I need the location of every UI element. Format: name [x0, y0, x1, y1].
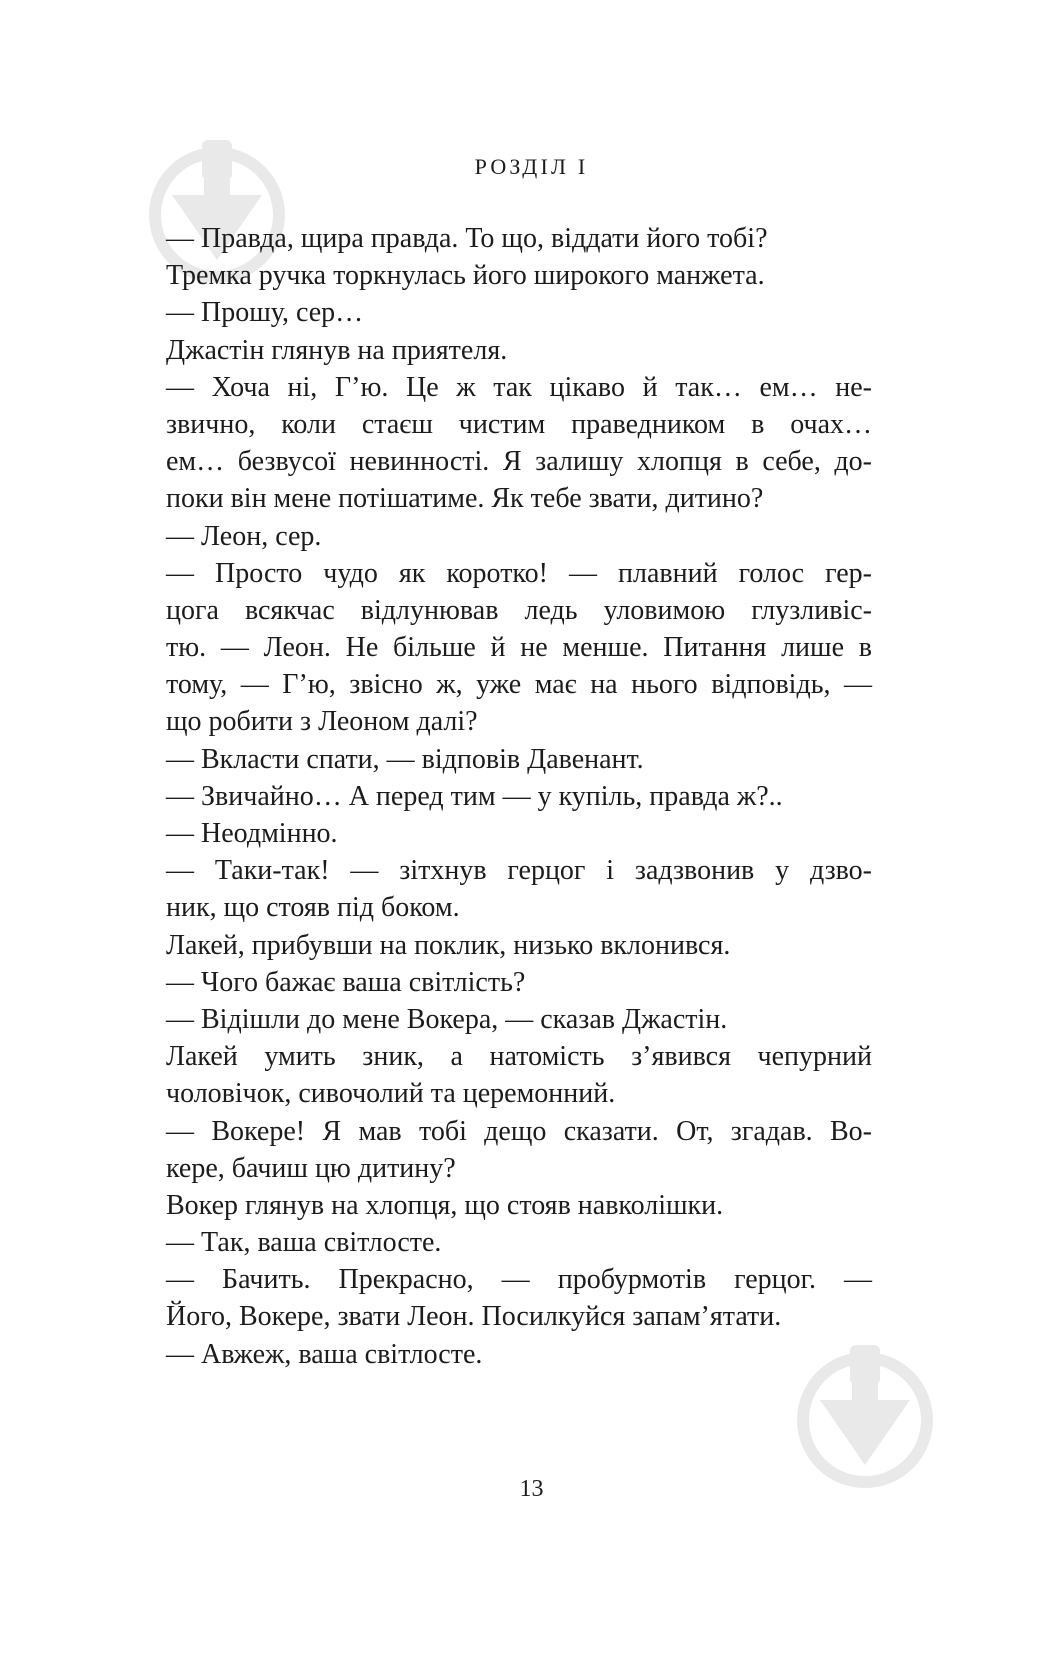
text-line: — Леон, сер.: [166, 520, 322, 552]
text-line: ник, що стояв під боком.: [166, 892, 460, 924]
text-line: — Неодмінно.: [166, 818, 338, 849]
text-line: — Бачить. Прекрасно, — пробурмотів герцог. —: [166, 1264, 872, 1296]
text-line: — Звичайно… А перед тим — у купіль, правда ж?..: [166, 780, 783, 812]
text-line: — Таки-так! — зітхнув герцог і задзвонив у дзво-: [166, 855, 872, 887]
page-number: 13: [519, 1476, 544, 1502]
text-line: що робити з Леоном далі?: [166, 706, 478, 738]
text-line: — Правда, щира правда. То що, віддати його тобі?: [166, 223, 768, 254]
text-line: — Хоча ні, Г’ю. Це ж так цікаво й так… ем… не-: [166, 371, 872, 403]
text-line: — Відішли до мене Вокера, — сказав Джастін.: [166, 1003, 728, 1035]
text-line: Тремка ручка торкнулась його широкого манжета.: [166, 260, 765, 292]
text-line: Вокер глянув на хлопця, що стояв навколішки.: [166, 1189, 724, 1221]
text-line: тому, — Г’ю, звісно ж, уже має на нього відповідь, —: [166, 669, 872, 701]
text-line: — Просто чудо як коротко! — плавний голос гер-: [166, 557, 872, 589]
body-text: [166, 220, 872, 1373]
text-line: Лакей, прибувши на поклик, низько вклонився.: [166, 929, 731, 961]
text-line: — Чого бажає ваша світлість?: [166, 966, 526, 998]
text-line: звично, коли стаєш чистим праведником в очах…: [166, 408, 872, 440]
chapter-header: РОЗДІЛ I: [474, 154, 589, 179]
text-line: — Вокере! Я мав тобі дещо сказати. От, згадав. Во-: [166, 1115, 872, 1147]
text-line: ем… безвусої невинності. Я залишу хлопця в себе, до-: [166, 446, 872, 478]
text-line: Його, Вокере, звати Леон. Посилкуйся запам’ятати.: [166, 1301, 782, 1333]
text-line: Джастін глянув на приятеля.: [166, 334, 508, 366]
text-line: цога всякчас відлунював ледь уловимою глузливіс-: [166, 594, 872, 626]
text-line: тю. — Леон. Не більше й не менше. Питання лише в: [166, 632, 872, 664]
text-line: — Вкласти спати, — відповів Давенант.: [166, 743, 644, 775]
text-line: — Авжеж, ваша світлосте.: [166, 1338, 483, 1370]
text-line: — Так, ваша світлосте.: [166, 1227, 442, 1259]
text-line: поки він мене потішатиме. Як тебе звати, дитино?: [166, 483, 764, 515]
text-line: кере, бачиш цю дитину?: [166, 1152, 456, 1184]
text-line: Лакей умить зник, а натомість з’явився чепурний: [166, 1041, 872, 1073]
text-line: чоловічок, сивочолий та церемонний.: [166, 1078, 616, 1110]
text-line: — Прошу, сер…: [166, 297, 364, 329]
